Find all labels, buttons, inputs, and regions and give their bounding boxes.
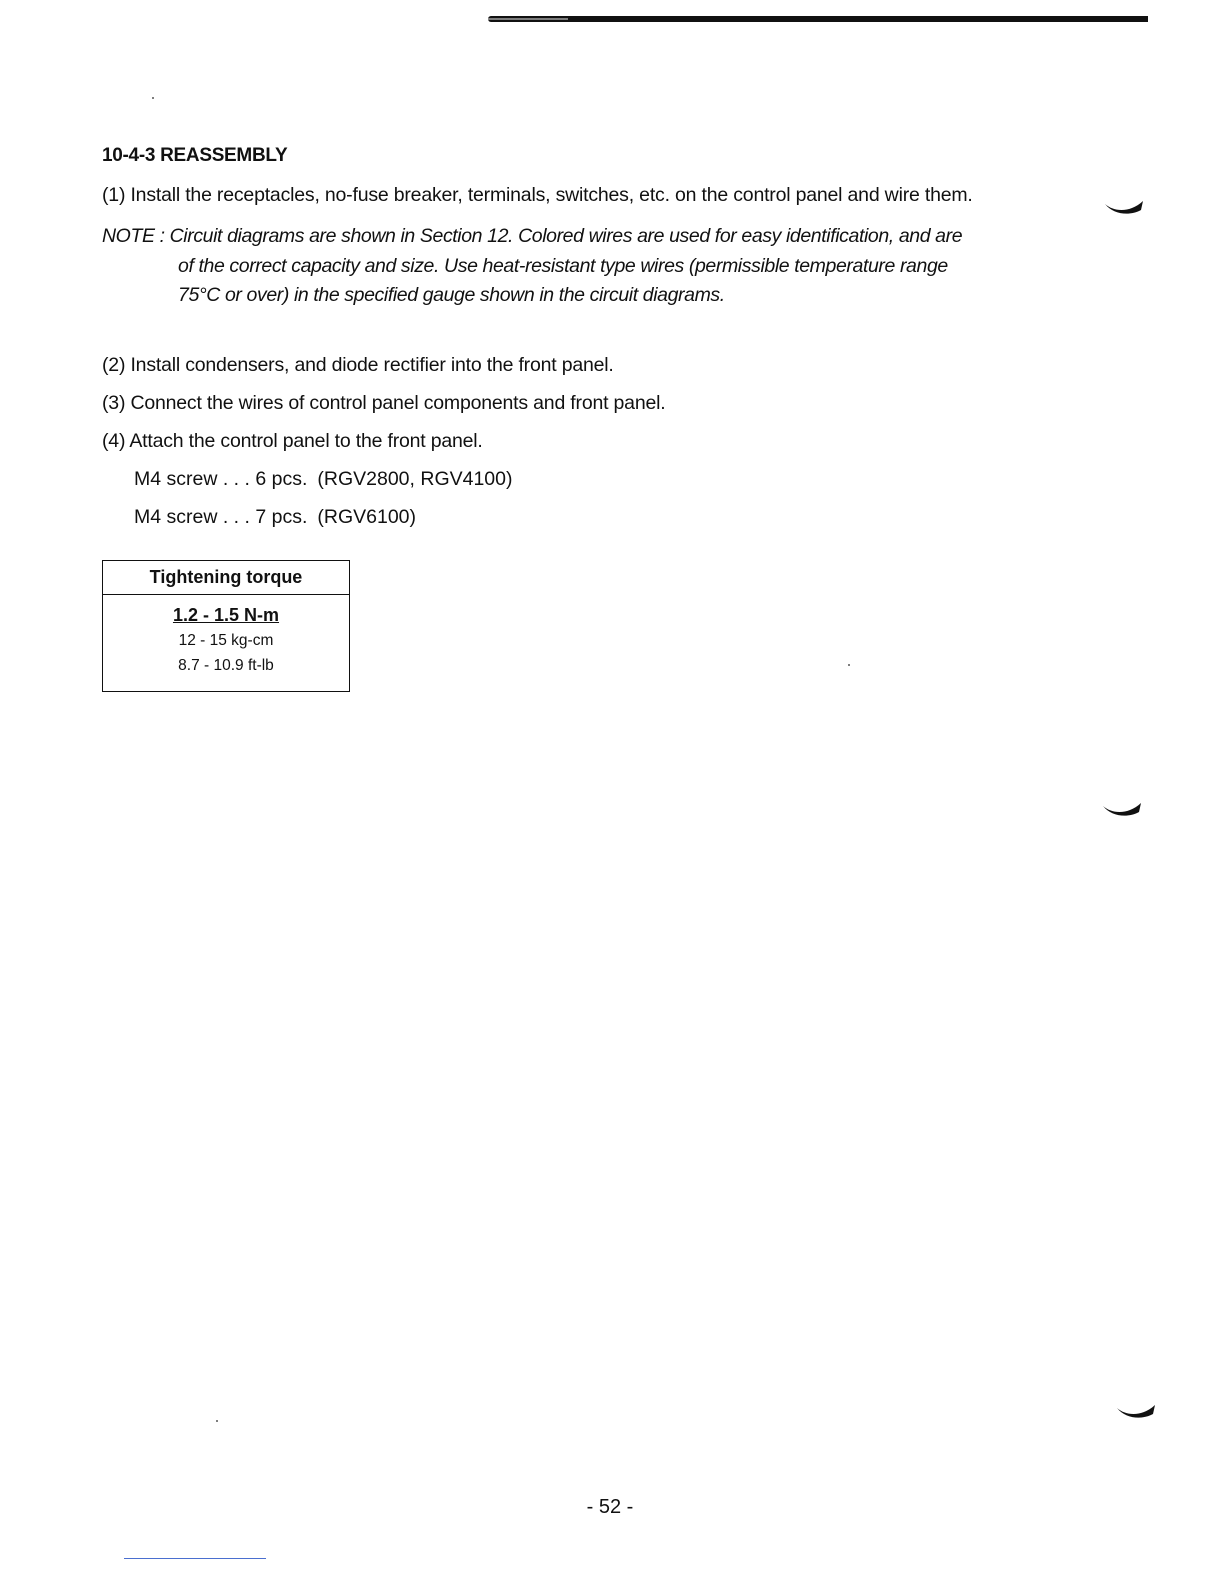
screw-models: (RGV2800, RGV4100) bbox=[317, 468, 513, 490]
note-line: of the correct capacity and size. Use heat-resistant type wires (permissible temperature range bbox=[178, 254, 948, 277]
screw-spec: M4 screw . . . 6 pcs. bbox=[134, 468, 308, 490]
scan-speck bbox=[152, 97, 154, 99]
screw-models: (RGV6100) bbox=[317, 506, 417, 528]
binder-clip-mark-icon bbox=[1102, 800, 1142, 818]
torque-value-kgcm: 12 - 15 kg-cm bbox=[178, 632, 274, 649]
screw-spec-row bbox=[134, 506, 416, 529]
step-1: (1) Install the receptacles, no-fuse breaker, terminals, switches, etc. on the control panel and wire them. bbox=[102, 184, 973, 206]
tightening-torque-table bbox=[102, 560, 350, 692]
torque-values bbox=[103, 595, 349, 678]
page-number: - 52 - bbox=[586, 1496, 634, 1518]
note-line: 75°C or over) in the specified gauge shown in the circuit diagrams. bbox=[178, 284, 725, 306]
step-4: (4) Attach the control panel to the front panel. bbox=[102, 430, 483, 452]
screw-spec: M4 screw . . . 7 pcs. bbox=[134, 506, 308, 528]
screw-spec-row bbox=[134, 468, 513, 491]
step-2: (2) Install condensers, and diode rectifier into the front panel. bbox=[102, 354, 614, 376]
scan-speck bbox=[848, 664, 850, 666]
header-rule bbox=[488, 16, 1148, 22]
section-title: 10-4-3 REASSEMBLY bbox=[102, 145, 288, 166]
scan-speck bbox=[216, 1420, 218, 1422]
wiring-note bbox=[102, 222, 1082, 311]
binder-clip-mark-icon bbox=[1104, 198, 1144, 216]
note-line: NOTE : Circuit diagrams are shown in Section 12. Colored wires are used for easy identification, and are bbox=[102, 225, 963, 247]
torque-value-nm: 1.2 - 1.5 N-m bbox=[172, 605, 280, 625]
step-3: (3) Connect the wires of control panel components and front panel. bbox=[102, 392, 666, 414]
footer-rule bbox=[124, 1558, 266, 1559]
torque-value-ftlb: 8.7 - 10.9 ft-lb bbox=[178, 657, 274, 674]
torque-header: Tightening torque bbox=[103, 561, 349, 595]
binder-clip-mark-icon bbox=[1116, 1402, 1156, 1420]
